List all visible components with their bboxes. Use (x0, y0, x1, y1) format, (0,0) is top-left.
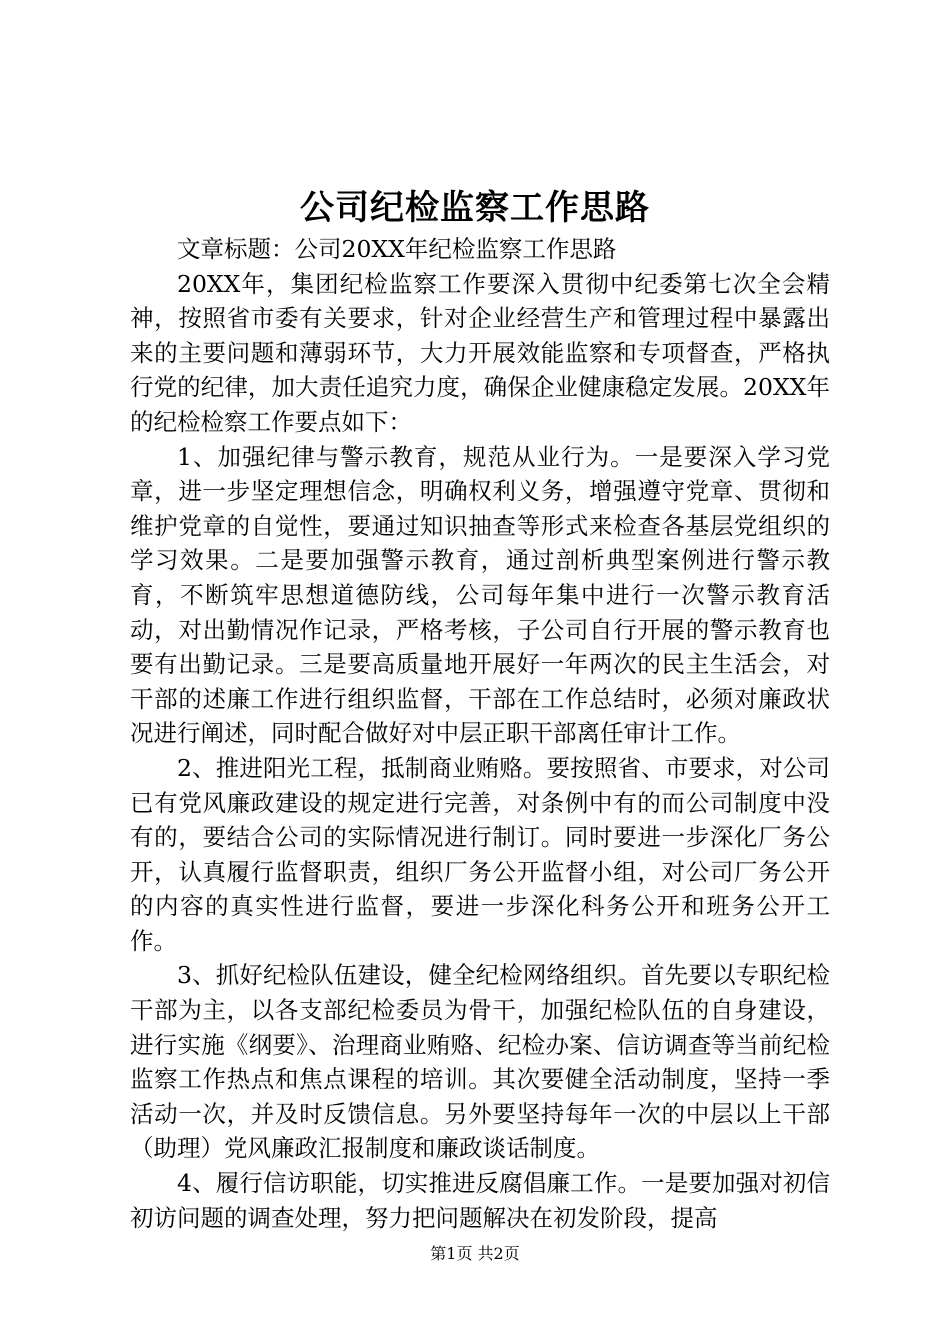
document-title: 公司纪检监察工作思路 (300, 188, 650, 228)
page-footer: 第1页 共2页 (430, 1244, 520, 1263)
document-body (130, 232, 830, 1235)
paragraph-point-4: 4、履行信访职能，切实推进反腐倡廉工作。一是要加强对初信初访问题的调查处理，努力把问题解决在初发阶段，提高 (130, 1169, 830, 1232)
paragraph-point-2: 2、推进阳光工程，抵制商业贿赂。要按照省、市要求，对公司已有党风廉政建设的规定进行完善，对条例中有的而公司制度中没有的，要结合公司的实际情况进行制订。同时要进一步深化厂务公开，认真履行监督职责，组织厂务公开监督小组，对公司厂务公开的内容的真实性进行监督，要进一步深化科务公开和班务公开工作。 (130, 753, 830, 955)
paragraph-article-title: 文章标题：公司20XX年纪检监察工作思路 (177, 235, 617, 263)
paragraph-point-1: 1、加强纪律与警示教育，规范从业行为。一是要深入学习党章，进一步坚定理想信念，明确权利义务，增强遵守党章、贯彻和维护党章的自觉性，要通过知识抽查等形式来检查各基层党组织的学习效果。二是要加强警示教育，通过剖析典型案例进行警示教育，不断筑牢思想道德防线，公司每年集中进行一次警示教育活动，对出勤情况作记录，严格考核，子公司自行开展的警示教育也要有出勤记录。三是要高质量地开展好一年两次的民主生活会，对干部的述廉工作进行组织监督，干部在工作总结时，必须对廉政状况进行阐述，同时配合做好对中层正职干部离任审计工作。 (130, 442, 830, 748)
paragraph-point-3: 3、抓好纪检队伍建设，健全纪检网络组织。首先要以专职纪检干部为主，以各支部纪检委员为骨干，加强纪检队伍的自身建设，进行实施《纲要》、治理商业贿赂、纪检办案、信访调查等当前纪检监察工作热点和焦点课程的培训。其次要健全活动制度，坚持一季活动一次，并及时反馈信息。另外要坚持每年一次的中层以上干部（助理）党风廉政汇报制度和廉政谈话制度。 (130, 961, 830, 1163)
paragraph-intro: 20XX年，集团纪检监察工作要深入贯彻中纪委第七次全会精神，按照省市委有关要求，针对企业经营生产和管理过程中暴露出来的主要问题和薄弱环节，大力开展效能监察和专项督查，严格执行党的纪律，加大责任追究力度，确保企业健康稳定发展。20XX年的纪检检察工作要点如下： (130, 269, 830, 436)
